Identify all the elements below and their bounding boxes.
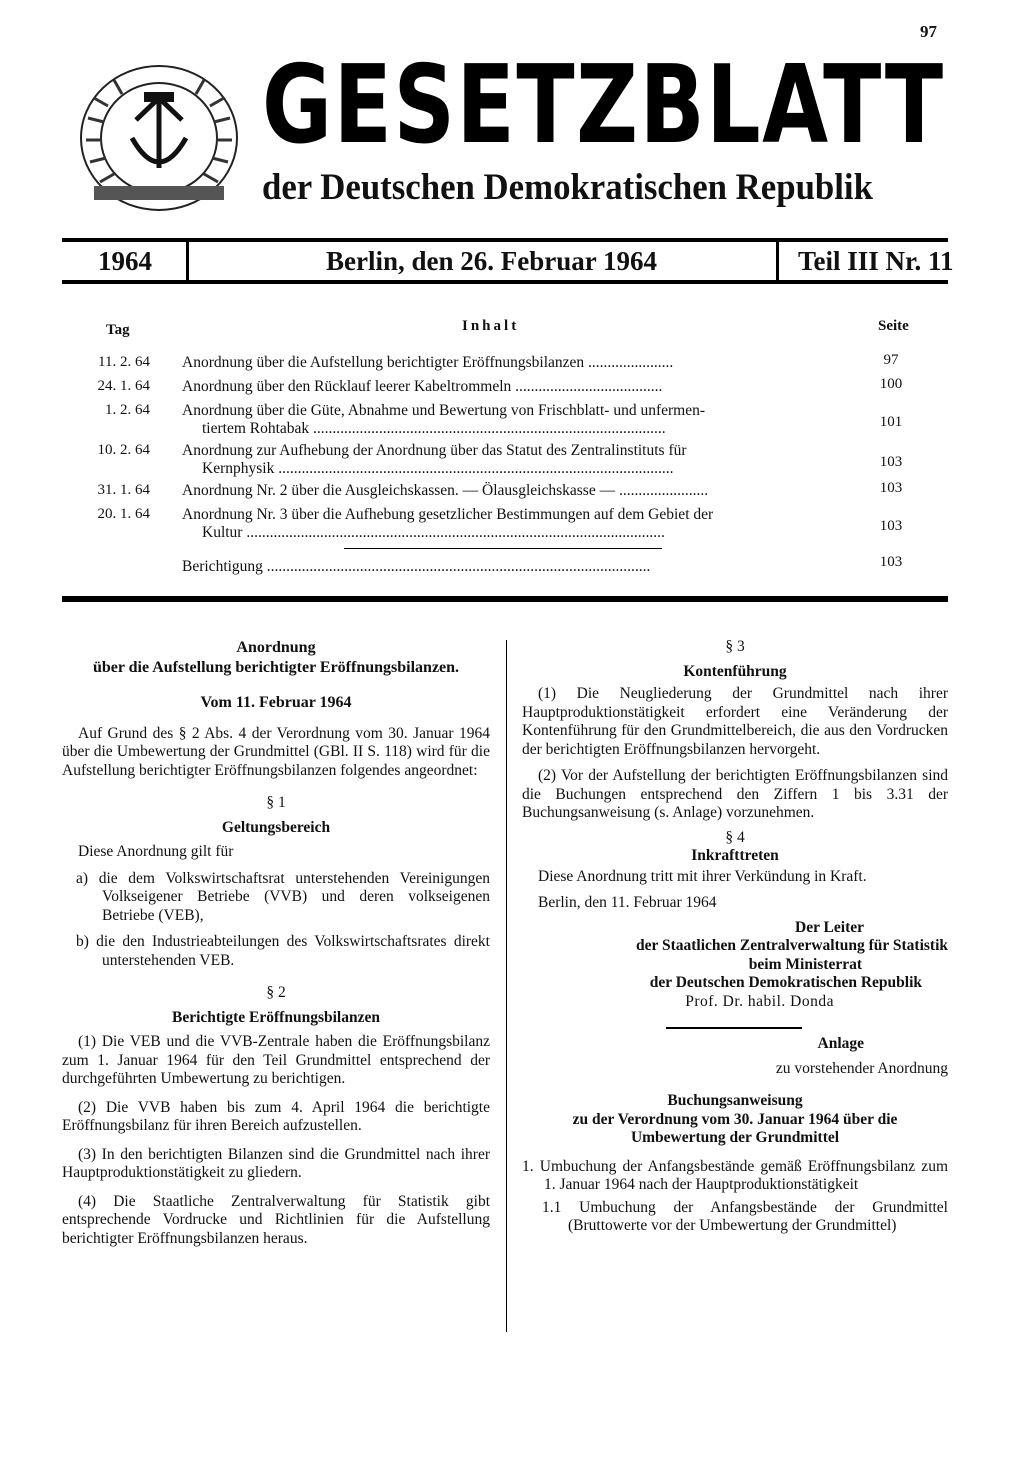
- section-2-para-3: (3) In den berichtigten Bilanzen sind die Grundmittel nach ihrer Hauptproduktionstätigkeit zu gliedern.: [62, 1145, 490, 1181]
- header-year: 1964: [98, 246, 152, 276]
- toc-entry-date: 10. 2. 64: [97, 442, 150, 458]
- section-1-item-a: a) die dem Volkswirtschaftsrat unterstehenden Vereinigungen Volkseigener Betriebe (VVB) und deren volkseigenen Betriebe (VEB),: [76, 869, 490, 924]
- section-2-para-2: (2) Die VVB haben bis zum 4. April 1964 die berichtigte Eröffnungsbilanz für ihren Bereich aufzustellen.: [62, 1098, 490, 1134]
- toc-entry-title-cont: Kultur ............................................................................................................: [202, 524, 665, 541]
- annex-rule: [666, 1027, 802, 1029]
- header-place-date: Berlin, den 26. Februar 1964: [326, 246, 658, 276]
- state-emblem-icon: [74, 58, 244, 218]
- toc-bottom-rule: [62, 596, 948, 602]
- annex-title: Anlage: [817, 1035, 864, 1052]
- masthead-title: GESETZBLATT: [262, 43, 945, 168]
- toc-date-header: Tag: [106, 322, 130, 338]
- toc-page-header: Seite: [878, 318, 909, 334]
- right-column: [522, 638, 948, 1236]
- header-divider-right: [776, 240, 779, 282]
- page-number: 97: [920, 22, 937, 41]
- toc-entry-date: 20. 1. 64: [97, 506, 150, 522]
- toc-entry-page: 100: [879, 376, 903, 392]
- toc-entry-date: 31. 1. 64: [97, 482, 150, 498]
- toc-contents-header: Inhalt: [462, 318, 520, 334]
- annex-subtitle: zu vorstehender Anordnung: [775, 1059, 948, 1077]
- booking-instruction-subtitle-2: Umbewertung der Grundmittel: [630, 1129, 840, 1146]
- section-4-text: Diese Anordnung tritt mit ihrer Verkündung in Kraft.: [538, 867, 867, 885]
- ordinance-heading: Anordnung: [236, 639, 316, 656]
- toc-entry-page: 101: [879, 414, 903, 430]
- toc-entry-title: Berichtigung ...................................................................................................: [182, 558, 651, 575]
- toc-entry-page: 103: [879, 480, 903, 496]
- section-2-number: § 2: [266, 984, 286, 1001]
- toc-entry-page: 103: [879, 518, 903, 534]
- section-4-number: § 4: [725, 828, 745, 846]
- section-3-para-1: (1) Die Neugliederung der Grundmittel nach ihrer Hauptproduktionstätigkeit erfordert eine Veränderung der Kontenführung für den Grundmittelbereich, die aus den Vordrucken der berichtigten Eröffnungsbilanzen hervorgeht.: [522, 685, 948, 758]
- toc-entry-date: 24. 1. 64: [97, 378, 150, 394]
- section-1-item-b: b) die den Industrieabteilungen des Volkswirtschaftsrates direkt unterstehenden VEB.: [76, 933, 490, 969]
- booking-instruction-title: Buchungsanweisung: [667, 1092, 803, 1109]
- section-1-number: § 1: [266, 794, 286, 811]
- section-1-text: Diese Anordnung gilt für: [78, 843, 234, 860]
- signature-title-2: der Staatlichen Zentralverwaltung für Statistik: [635, 937, 948, 954]
- signature-title-1: Der Leiter: [795, 918, 864, 936]
- header-divider-left: [186, 240, 189, 282]
- booking-item-1: 1. Umbuchung der Anfangsbestände gemäß Eröffnungsbilanz zum 1. Januar 1964 nach der Hauptproduktionstätigkeit: [522, 1157, 948, 1193]
- section-1-title: Geltungsbereich: [221, 818, 331, 836]
- toc-entry-page: 103: [879, 554, 903, 570]
- signature-title-4: der Deutschen Demokratischen Republik: [649, 974, 922, 991]
- section-4-title: Inkrafttreten: [691, 847, 779, 864]
- toc-entry-title-cont: Kernphysik ......................................................................................................: [202, 460, 674, 477]
- ordinance-subheading: über die Aufstellung berichtigter Eröffnungsbilanzen.: [92, 659, 460, 676]
- signature-title-3: beim Ministerrat: [748, 955, 862, 973]
- signature-name: Prof. Dr. habil. Donda: [685, 992, 834, 1010]
- section-3-title: Kontenführung: [683, 662, 787, 680]
- booking-item-1-1: 1.1 Umbuchung der Anfangsbestände der Grundmittel (Bruttowerte vor der Umbewertung der Grundmittel): [542, 1198, 948, 1234]
- toc-entry-title: Anordnung Nr. 2 über die Ausgleichskassen. — Ölausgleichskasse — .......................: [182, 482, 709, 499]
- booking-instruction-subtitle-1: zu der Verordnung vom 30. Januar 1964 über die: [572, 1110, 898, 1128]
- column-divider: [506, 640, 507, 1332]
- header-bottom-rule: [62, 280, 948, 284]
- section-2-title: Berichtigte Eröffnungsbilanzen: [172, 1008, 380, 1026]
- toc-entry-title: Anordnung Nr. 3 über die Aufhebung gesetzlicher Bestimmungen auf dem Gebiet der: [182, 506, 714, 523]
- header-part-number: Teil III Nr. 11: [798, 246, 954, 276]
- toc-entry-title: Anordnung über den Rücklauf leerer Kabeltrommeln ......................................: [182, 378, 663, 395]
- section-3-number: § 3: [725, 638, 745, 655]
- section-2-para-1: (1) Die VEB und die VVB-Zentrale haben die Eröffnungsbilanz zum 1. Januar 1964 für den Teil Grundmittel entsprechend der durchgeführten Umbewertung zu berichtigen.: [62, 1033, 490, 1087]
- ordinance-date: Vom 11. Februar 1964: [200, 694, 352, 711]
- toc-entry-date: 1. 2. 64: [105, 402, 150, 418]
- toc-entry-page: 103: [879, 454, 903, 470]
- section-2-para-4: (4) Die Staatliche Zentralverwaltung für Statistik gibt entsprechende Vordrucke und Richtlinien für die Aufstellung berichtigter Eröffnungsbilanzen heraus.: [62, 1192, 490, 1247]
- toc-entry-title: Anordnung zur Aufhebung der Anordnung über das Statut des Zentralinstituts für: [182, 442, 687, 459]
- masthead-subtitle: der Deutschen Demokratischen Republik: [262, 167, 873, 208]
- toc-separator-rule: [344, 548, 662, 549]
- left-column: [62, 638, 490, 1248]
- signature-place-date: Berlin, den 11. Februar 1964: [538, 894, 717, 911]
- toc-entry-date: 11. 2. 64: [98, 354, 150, 370]
- toc-entry-title: Anordnung über die Güte, Abnahme und Bewertung von Frischblatt- und unfermen-: [182, 402, 706, 419]
- ordinance-intro: Auf Grund des § 2 Abs. 4 der Verordnung vom 30. Januar 1964 über die Umbewertung der Grundmittel (GBl. II S. 118) wird für die Aufstellung berichtigter Eröffnungsbilanzen folgendes angeordnet:: [62, 724, 490, 779]
- section-3-para-2: (2) Vor der Aufstellung der berichtigten Eröffnungsbilanzen sind die Buchungen entsprechend den Ziffern 1 bis 3.31 der Buchungsanweisung (s. Anlage) vorzunehmen.: [522, 767, 948, 821]
- toc-entry-title-cont: tiertem Rohtabak ...........................................................................................: [202, 420, 666, 437]
- toc-entry-title: Anordnung über die Aufstellung berichtigter Eröffnungsbilanzen ......................: [182, 354, 674, 371]
- header-top-rule: [62, 238, 948, 242]
- toc-entry-page: 97: [883, 352, 899, 368]
